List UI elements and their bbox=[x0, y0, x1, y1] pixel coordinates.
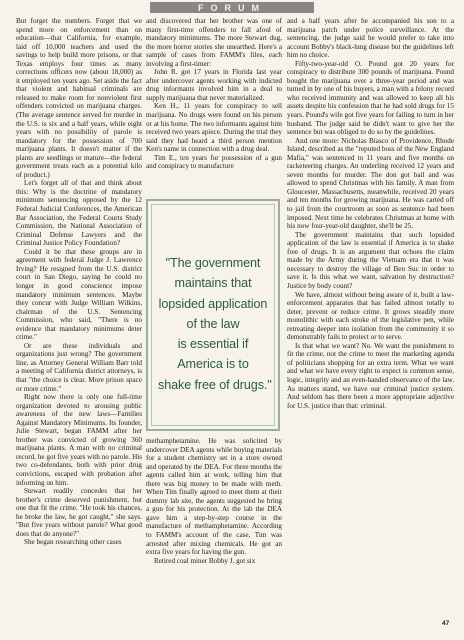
section-label: FORUM bbox=[198, 2, 266, 13]
pull-quote-line: America is to bbox=[177, 357, 249, 372]
article-column-1 bbox=[16, 17, 142, 547]
page-number: 47 bbox=[442, 620, 450, 627]
paragraph: Tim E., ten years for possession of a gun and conspiracy to manufacture bbox=[146, 153, 282, 171]
pull-quote-box bbox=[146, 199, 280, 431]
pull-quote-line: shake free of drugs." bbox=[158, 377, 272, 392]
pull-quote-line: of the law bbox=[186, 316, 240, 331]
paragraph: John R. got 17 years in Florida last year after undercover agents working with indicted drug informants involved him in a deal to supply marijuana that never materialized. bbox=[146, 68, 282, 102]
paragraph: Or are these individuals and organizations just wrong? The government line, as Attorney General William Barr told a meeting of California district attorneys, is that "the choice is clear. More prison space or more crime." bbox=[16, 341, 142, 393]
paragraph: Ken H., 11 years for conspiracy to sell marijuana. No drugs were found on his person or at his home. The two informants against him received two years apiece. During the trial they said they had heard a third person mention Ken's name in connection with a drug deal. bbox=[146, 102, 282, 154]
pull-quote-line: "The government bbox=[165, 256, 261, 270]
paragraph: and discovered that her brother was one of many first-time offenders to fall afoul of mandatory minimums. The more Stewart dug, the more horror stories she unearthed. Here's a sample of cases from FAMM's files, each involving a first-timer: bbox=[146, 17, 282, 68]
paragraph: We have, almost without being aware of it, built a law-enforcement apparatus that has failed almost totally to deter, prevent or reduce crime. It grows steadily more monolithic with each stroke of the legislative pen, while retreating deeper into isolation from the community it so demonstrably fails to protect or to serve. bbox=[287, 290, 454, 342]
pull-quote-line: lopsided application bbox=[158, 296, 268, 311]
paragraph: But forget the numbers. Forget that we spend more on enforcement than on education—that California, for example, laid off 10,000 teachers and used the savings to help build more prisons, or that Texas employs four times as many corrections officers now (about 18,000) as it employed ten years ago. Set aside the fact that violent and habitual criminals are released to make room for nonviolent first offenders convicted on marijuana charges. (The average sentence served for murder in the U.S. is six and a half years, while eight years with no possibility of parole is mandatory for the possession of 700 marijuana plants. It doesn't matter if the plants are seedlings or mature—the federal government treats each as a potential kilo of product.) bbox=[16, 17, 142, 179]
paragraph: methamphetamine. He was solicited by undercover DEA agents while buying materials for a student chemistry set in a store owned and operated by the DEA. For three months the agents called him at work, telling him that there was big money to be made with meth. When Tim finally agreed to meet them at their dummy lab site, the agents suggested he bring a gun for his protection. At the lab the DEA gave him a step-by-step course in the manufacture of methamphetamine. According to FAMM's account of the case, Tim was arrested after mixing chemicals. He got an extra five years for having the gun. bbox=[146, 437, 282, 557]
article-column-3 bbox=[287, 17, 454, 410]
paragraph: Right now there is only one full-time organization devoted to arousing public awareness of the new laws—Families Against Mandatory Minimums. Its founder, Julie Stewart, began FAMM after her brother was convicted of growing 360 marijuana plants. A man with no criminal record, he got five years with no parole. His two co-defendants, both with prior drug convictions, escaped with probation after informing on him. bbox=[16, 393, 142, 487]
paragraph: The government maintains that such lopsided application of the law is essential if America is to shake free of drugs. It is an argument that echoes the claim made by the Army during the Vietnam era that it was necessary to destroy the village of Ben Suc in order to save it. Is this what we want, salvation by destruction? Justice by body count? bbox=[287, 230, 454, 290]
article-column-2-top bbox=[146, 17, 282, 171]
paragraph: Retired coal miner Bobby J. got six bbox=[154, 556, 256, 565]
paragraph: Stewart readily concedes that her brother's crime deserved punishment, but one that fit the crime. "He took his chances, he broke the law, he got caught," she says. "But five years without parole? What good does that do anyone?" bbox=[16, 487, 142, 538]
paragraph: and a half years after he accompanied his son to a marijuana patch under police surveillance. At the sentencing, the judge said he would prefer to take into account Bobby's black-lung disease but the guidelines left him no choice. bbox=[287, 17, 454, 60]
paragraph: And one more: Nicholas Biasco of Providence, Rhode Island, described as the "reputed boss of the New England Mafia," was sentenced to 11 years and five months on racketeering charges. An underling received 12 years and seven months for murder. The don got bail and was allowed to spend Christmas with his family. A man from Gloucester, Massachusetts, meanwhile, received 20 years and ten months for growing marijuana. He was carted off to jail from the courtroom as soon as sentence had been imposed. Next time he celebrates Christmas at home with his now four-year-old daughter, she'll be 25. bbox=[287, 136, 454, 231]
paragraph: Fifty-two-year-old O. Pound got 20 years for conspiracy to distribute 300 pounds of marijuana. Pound bought the marijuana over a three-year period and was turned in by one of his buyers, a man with a felony record who received immunity and was allowed to keep all his assets despite his confession that he had sold drugs for 15 years. Pound's wife got five years for failing to turn in her husband. The judge said he didn't want to give her the sentence but was obliged to do so by the guidelines. bbox=[287, 59, 454, 137]
paragraph: Let's forget all of that and think about this: Why is the doctrine of mandatory minimum sentencing opposed by the 12 Federal Judicial Conferences, the American Bar Association, the Federal Courts Study Commission, the National Association of Criminal Defense Lawyers and the Criminal Justice Policy Foundation? bbox=[16, 179, 142, 248]
pull-quote bbox=[151, 204, 275, 426]
paragraph: Could it be that these groups are in agreement with federal Judge J. Lawrence Irving? He resigned from the U.S. district court in San Diego, saying he could no longer in good conscience impose mandatory minimum sentences. Maybe they concur with Judge William Wilkins, chairman of the U.S. Sentencing Commission, who said, "There is no evidence that mandatory minimums deter crime." bbox=[16, 247, 142, 342]
article-column-2-bottom bbox=[146, 437, 282, 565]
pull-quote-line: maintains that bbox=[174, 276, 252, 291]
pull-quote-line: is essential if bbox=[177, 337, 249, 352]
paragraph: Is that what we want? No. We want the punishment to fit the crime, not the crime to meet the marketing agenda of politicians shopping for an extra term. What we want and what we have every right to expect is common sense, logic, integrity and an even-handed observance of the law. As matters stand, we have our criminal justice system. And seldom has there been a more appropriate adjective for U.S. justice than that: criminal. bbox=[287, 341, 454, 410]
paragraph: She began researching other cases bbox=[24, 538, 122, 547]
